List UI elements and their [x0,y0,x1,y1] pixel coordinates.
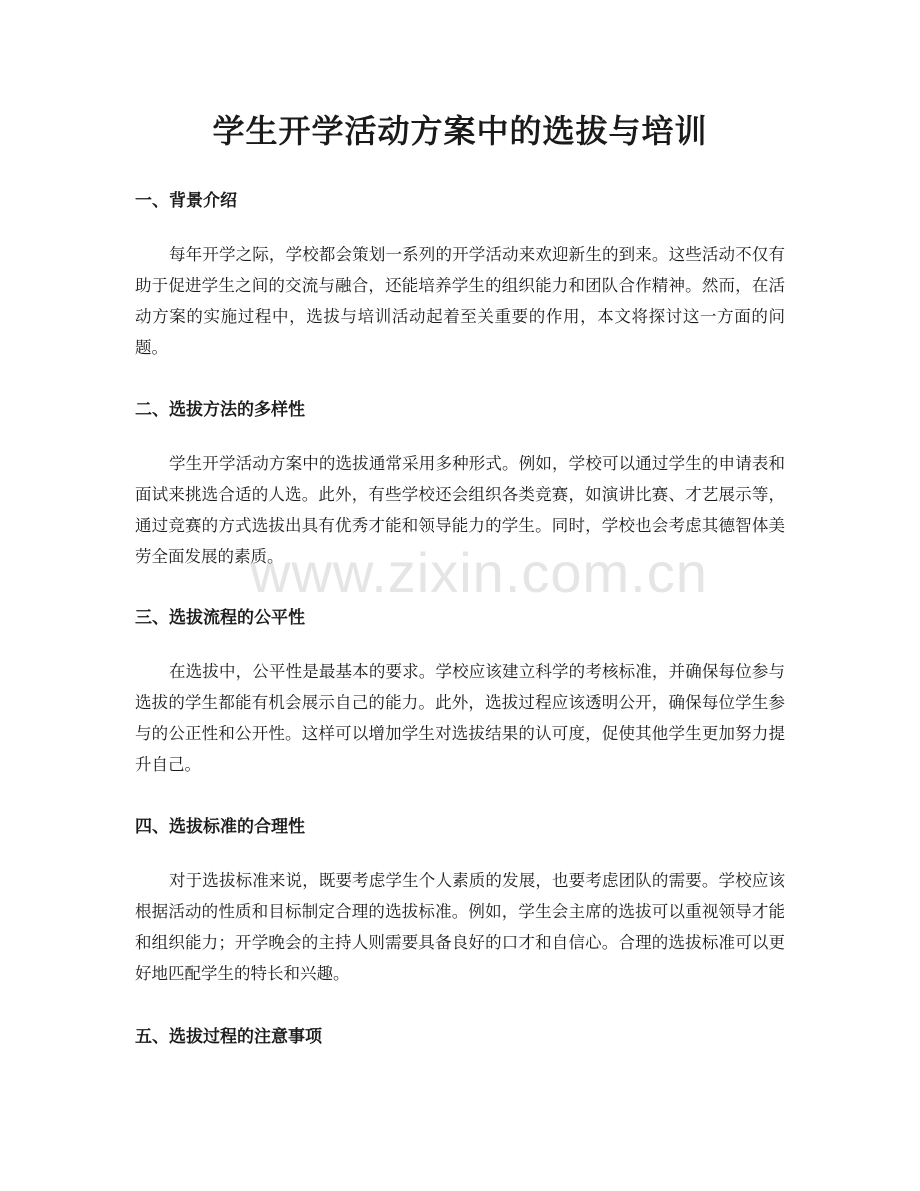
section-heading: 四、选拔标准的合理性 [135,817,305,837]
section-paragraph: 在选拔中，公平性是最基本的要求。学校应该建立科学的考核标准，并确保每位参与选拔的学生都能有机会展示自己的能力。此外，选拔过程应该透明公开，确保每位学生参与的公正性和公开性。这样可以增加学生对选拔结果的认可度，促使其他学生更加努力提升自己。 [135,662,785,774]
section-paragraph: 每年开学之际，学校都会策划一系列的开学活动来欢迎新生的到来。这些活动不仅有助于促进学生之间的交流与融合，还能培养学生的组织能力和团队合作精神。然而，在活动方案的实施过程中，选拔与培训活动起着至关重要的作用，本文将探讨这一方面的问题。 [135,245,785,357]
section-selection-criteria [135,813,785,989]
section-heading: 一、背景介绍 [135,191,237,211]
document-title: 学生开学活动方案中的选拔与培训 [212,112,708,150]
section-selection-notes [135,1023,785,1051]
section-heading: 五、选拔过程的注意事项 [135,1027,322,1047]
section-selection-methods [135,396,785,572]
section-background [135,187,785,363]
section-heading: 二、选拔方法的多样性 [135,400,305,420]
section-selection-fairness [135,604,785,780]
section-paragraph: 学生开学活动方案中的选拔通常采用多种形式。例如，学校可以通过学生的申请表和面试来挑选合适的人选。此外，有些学校还会组织各类竞赛，如演讲比赛、才艺展示等，通过竞赛的方式选拔出具有优秀才能和领导能力的学生。同时，学校也会考虑其德智体美劳全面发展的素质。 [135,454,785,566]
watermark: www.zixin.com.cn [250,541,708,604]
section-heading: 三、选拔流程的公平性 [135,608,305,628]
section-paragraph: 对于选拔标准来说，既要考虑学生个人素质的发展，也要考虑团队的需要。学校应该根据活动的性质和目标制定合理的选拔标准。例如，学生会主席的选拔可以重视领导才能和组织能力；开学晚会的主持人则需要具备良好的口才和自信心。合理的选拔标准可以更好地匹配学生的特长和兴趣。 [135,871,785,983]
